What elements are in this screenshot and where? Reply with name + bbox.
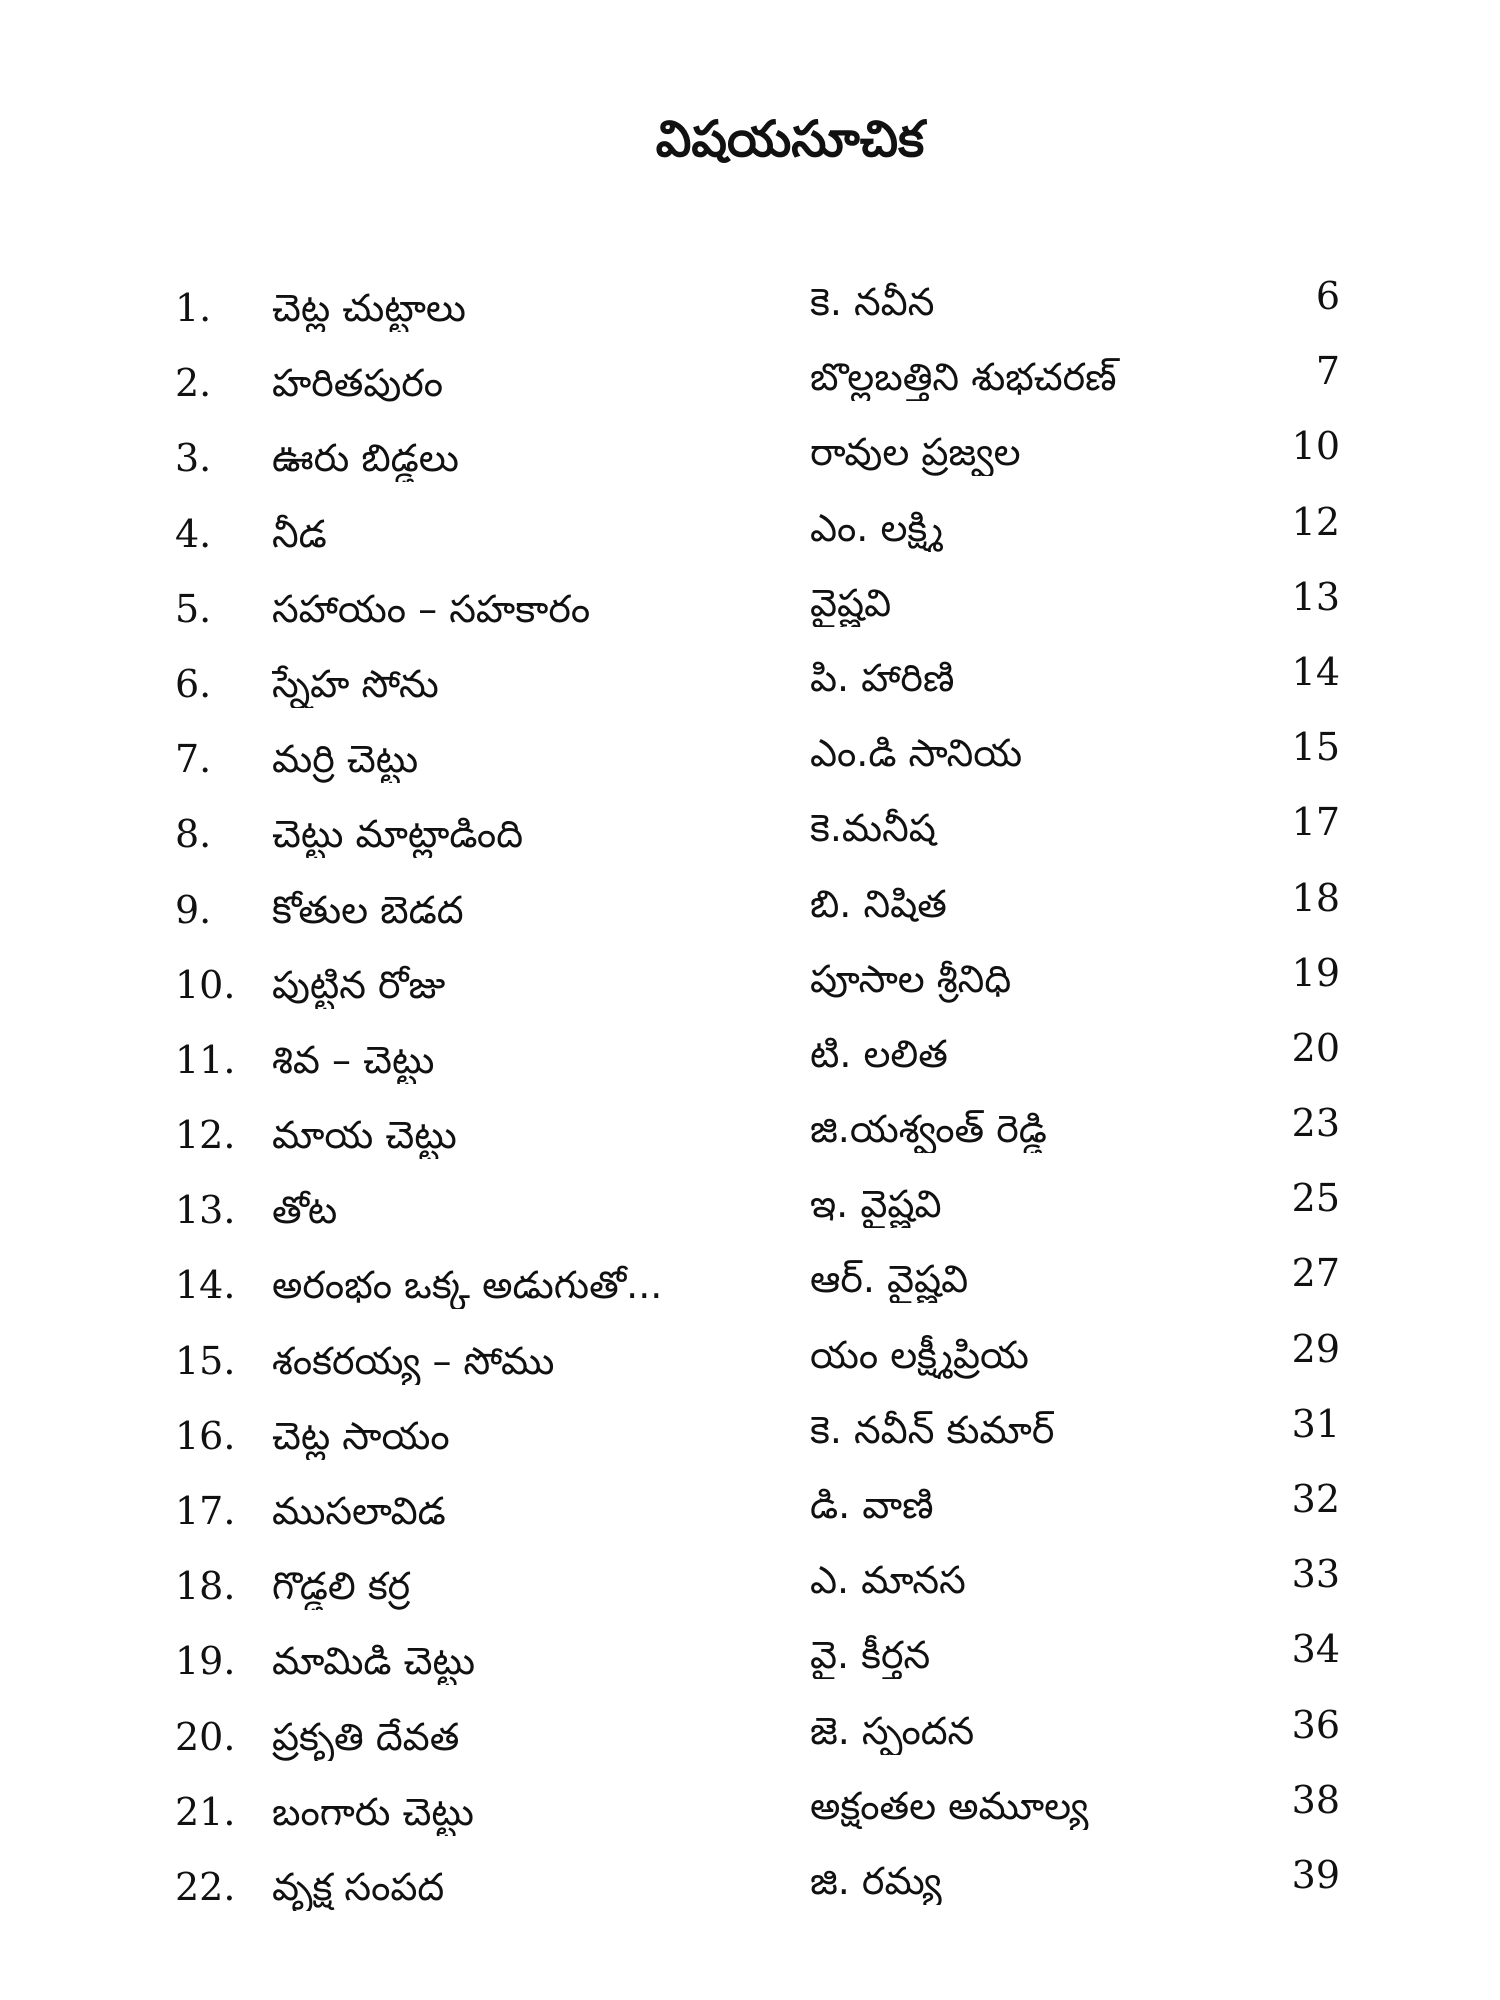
entry-number: 15. [175,1338,236,1383]
entry-number: 14. [175,1263,236,1308]
entry-title: ముసలావిడ [272,1489,446,1533]
toc-row [0,721,1500,796]
entry-number: 8. [175,812,212,857]
entry-page-number: 18 [1291,875,1340,920]
entry-page-number: 33 [1291,1552,1340,1597]
entry-page-number: 27 [1291,1251,1340,1296]
entry-page-number: 38 [1291,1777,1340,1822]
entry-page-number: 10 [1291,424,1340,469]
entry-page-number: 32 [1291,1477,1340,1521]
entry-number: 9. [175,887,212,932]
entry-title: చెట్ల సాయం [272,1413,450,1458]
entry-author: కె. నవీన [810,280,935,324]
entry-title: చెట్ల చుట్టాలు [272,286,466,330]
toc-row [0,496,1500,571]
entry-number: 1. [175,286,212,330]
entry-author: ఇ. వైష్ణవి [810,1182,942,1227]
entry-author: జి.యశ్వంత్ రెడ్డి [810,1107,1047,1152]
entry-number: 21. [175,1789,236,1834]
entry-page-number: 36 [1291,1702,1340,1747]
toc-row [0,796,1500,871]
entry-author: జె. స్పందన [810,1708,975,1753]
toc-row [0,270,1500,345]
toc-row [0,947,1500,1022]
entry-number: 7. [175,737,212,782]
entry-author: డి. వాణి [810,1483,934,1527]
toc-row [0,1398,1500,1473]
entry-title: నీడ [272,511,327,556]
entry-title: మాయ చెట్టు [272,1113,457,1158]
entry-number: 12. [175,1113,236,1158]
entry-number: 22. [175,1864,236,1909]
entry-author: అక్షంతల అమూల్య [810,1783,1089,1828]
toc-row [0,1473,1500,1548]
entry-number: 20. [175,1714,236,1759]
entry-page-number: 19 [1291,950,1340,995]
toc-row [0,1849,1500,1924]
toc-row [0,345,1500,420]
entry-title: మామిడి చెట్టు [272,1639,475,1684]
entry-author: టి. లలిత [810,1031,948,1076]
entry-page-number: 17 [1291,800,1340,845]
entry-number: 6. [175,661,212,706]
toc-row [0,1247,1500,1322]
entry-number: 2. [175,361,212,406]
entry-title: పుట్టిన రోజు [272,962,446,1007]
entry-title: సహాయం – సహకారం [272,586,591,631]
entry-author: ఎం. లక్ష్మి [810,505,944,550]
entry-author: పూసాల శ్రీనిధి [810,956,1012,1001]
entry-title: కోతుల బెడద [272,887,464,932]
table-of-contents [0,270,1500,1924]
entry-page-number: 6 [1315,274,1340,318]
toc-row [0,571,1500,646]
entry-title: శంకరయ్య – సోము [272,1338,555,1383]
entry-number: 17. [175,1489,236,1533]
entry-number: 3. [175,436,212,481]
entry-page-number: 25 [1291,1176,1340,1221]
entry-page-number: 31 [1291,1401,1340,1446]
entry-number: 18. [175,1564,236,1609]
entry-number: 5. [175,586,212,631]
toc-row [0,1097,1500,1172]
entry-number: 19. [175,1639,236,1684]
entry-page-number: 29 [1291,1326,1340,1371]
entry-title: ప్రకృతి దేవత [272,1714,460,1759]
entry-page-number: 34 [1291,1627,1340,1672]
entry-page-number: 13 [1291,574,1340,619]
toc-row [0,1623,1500,1698]
entry-author: జి. రమ్య [810,1858,942,1903]
toc-row [0,1323,1500,1398]
entry-page-number: 14 [1291,649,1340,694]
entry-author: కె.మనీష [810,806,936,851]
entry-author: ఎ. మానస [810,1558,966,1603]
entry-author: బి. నిషిత [810,881,947,926]
entry-number: 13. [175,1188,236,1233]
entry-title: ఊరు బిడ్డలు [272,436,459,481]
page-title: విషయసూచిక [655,110,925,168]
entry-number: 16. [175,1413,236,1458]
entry-author: యం లక్ష్మీప్రియ [810,1332,1029,1377]
entry-author: ఆర్. వైష్ణవి [810,1257,969,1302]
entry-title: వృక్ష సంపద [272,1864,445,1909]
entry-title: చెట్టు మాట్లాడింది [272,812,524,857]
entry-author: వై. కీర్తన [810,1633,931,1678]
entry-author: కె. నవీన్ కుమార్ [810,1407,1055,1452]
entry-page-number: 15 [1291,725,1340,770]
entry-title: అరంభం ఒక్క అడుగుతో... [272,1263,663,1308]
toc-row [0,1548,1500,1623]
entry-number: 11. [175,1037,236,1082]
entry-author: రావుల ప్రజ్వల [810,430,1021,475]
entry-title: తోట [272,1188,338,1233]
entry-page-number: 39 [1291,1852,1340,1897]
entry-title: గొడ్డలి కర్ర [272,1564,411,1609]
entry-title: బంగారు చెట్టు [272,1789,474,1834]
entry-page-number: 12 [1291,499,1340,544]
entry-author: బొల్లబత్తిని శుభచరణ్ [810,355,1117,400]
toc-row [0,1774,1500,1849]
entry-author: పి. హారిణి [810,655,955,700]
entry-number: 10. [175,962,236,1007]
entry-author: వైష్ణవి [810,580,892,625]
entry-title: హరితపురం [272,361,444,406]
toc-row [0,646,1500,721]
toc-row [0,1172,1500,1247]
entry-page-number: 20 [1291,1025,1340,1070]
entry-page-number: 7 [1315,349,1340,394]
entry-title: స్నేహ సోను [272,661,439,706]
toc-row [0,1699,1500,1774]
toc-row [0,1022,1500,1097]
toc-row [0,872,1500,947]
toc-row [0,420,1500,495]
entry-title: మర్రి చెట్టు [272,737,419,782]
entry-title: శివ – చెట్టు [272,1037,435,1082]
entry-author: ఎం.డి సానియ [810,731,1023,776]
entry-number: 4. [175,511,212,556]
entry-page-number: 23 [1291,1101,1340,1146]
